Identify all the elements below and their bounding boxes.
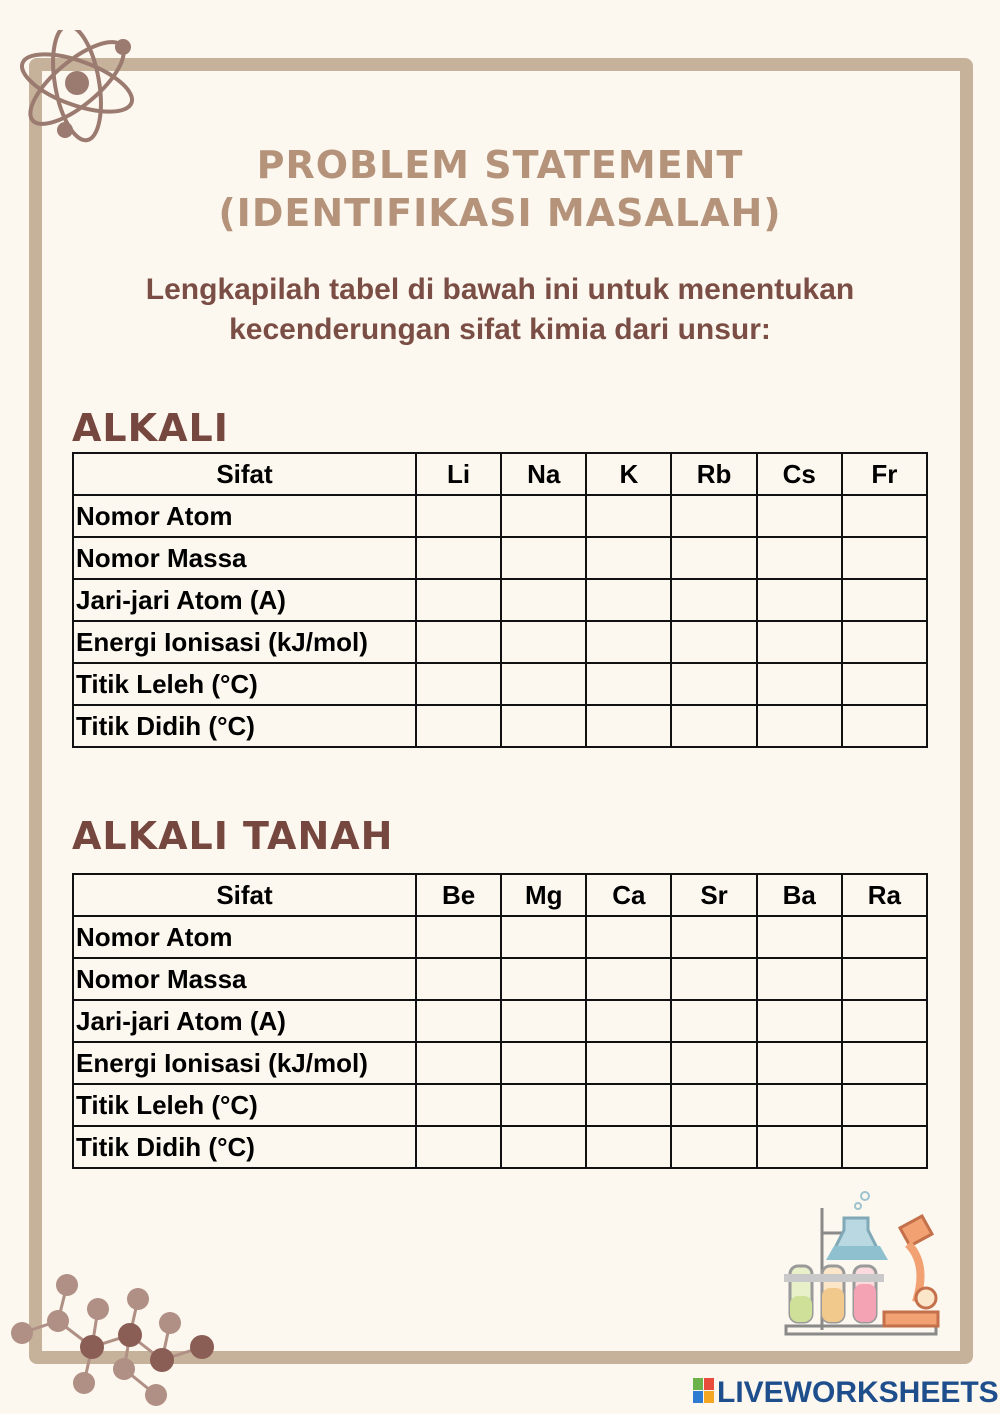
row-label: Titik Leleh (°C) [73,1084,416,1126]
answer-cell[interactable] [501,1084,586,1126]
answer-cell[interactable] [416,916,501,958]
answer-cell[interactable] [671,495,756,537]
answer-cell[interactable] [501,663,586,705]
table-row [73,495,927,537]
answer-cell[interactable] [501,621,586,663]
table-row [73,1000,927,1042]
table-row [73,1042,927,1084]
answer-cell[interactable] [842,663,927,705]
answer-cell[interactable] [757,663,842,705]
atom-icon [10,30,145,145]
header-cell: Mg [501,874,586,916]
answer-cell[interactable] [757,579,842,621]
answer-cell[interactable] [842,705,927,747]
answer-cell[interactable] [842,916,927,958]
header-cell: Fr [842,453,927,495]
header-cell: Rb [671,453,756,495]
answer-cell[interactable] [501,579,586,621]
answer-cell[interactable] [757,705,842,747]
table-row [73,579,927,621]
answer-cell[interactable] [842,1000,927,1042]
answer-cell[interactable] [671,1000,756,1042]
answer-cell[interactable] [416,537,501,579]
table-header-row [73,453,927,495]
answer-cell[interactable] [501,495,586,537]
answer-cell[interactable] [842,495,927,537]
answer-cell[interactable] [671,1126,756,1168]
molecule-icon [0,1265,230,1414]
header-cell: Sifat [73,874,416,916]
row-label: Jari-jari Atom (A) [73,1000,416,1042]
answer-cell[interactable] [501,1000,586,1042]
answer-cell[interactable] [842,958,927,1000]
answer-cell[interactable] [757,495,842,537]
header-cell: Cs [757,453,842,495]
answer-cell[interactable] [757,916,842,958]
answer-cell[interactable] [757,1084,842,1126]
answer-cell[interactable] [842,579,927,621]
answer-cell[interactable] [416,1000,501,1042]
table-row [73,537,927,579]
row-label: Nomor Massa [73,537,416,579]
answer-cell[interactable] [416,663,501,705]
answer-cell[interactable] [416,1042,501,1084]
answer-cell[interactable] [416,621,501,663]
instruction-line-2: kecenderungan sifat kimia dari unsur: [229,313,771,346]
table-header-row [73,874,927,916]
row-label: Energi Ionisasi (kJ/mol) [73,621,416,663]
answer-cell[interactable] [586,1084,671,1126]
row-label: Energi Ionisasi (kJ/mol) [73,1042,416,1084]
table-row [73,663,927,705]
answer-cell[interactable] [586,537,671,579]
answer-cell[interactable] [757,1126,842,1168]
title-line-1: PROBLEM STATEMENT [256,143,744,187]
answer-cell[interactable] [757,537,842,579]
answer-cell[interactable] [501,1042,586,1084]
table-row [73,916,927,958]
header-cell: Li [416,453,501,495]
answer-cell[interactable] [416,705,501,747]
answer-cell[interactable] [501,1126,586,1168]
row-label: Jari-jari Atom (A) [73,579,416,621]
answer-cell[interactable] [757,621,842,663]
table-row [73,958,927,1000]
header-cell: Ca [586,874,671,916]
answer-cell[interactable] [757,1000,842,1042]
answer-cell[interactable] [671,1084,756,1126]
answer-cell[interactable] [586,958,671,1000]
answer-cell[interactable] [416,1126,501,1168]
answer-cell[interactable] [586,1000,671,1042]
answer-cell[interactable] [842,621,927,663]
header-cell: Ba [757,874,842,916]
answer-cell[interactable] [757,1042,842,1084]
table-row [73,705,927,747]
answer-cell[interactable] [671,579,756,621]
answer-cell[interactable] [586,705,671,747]
instruction-line-1: Lengkapilah tabel di bawah ini untuk menentukan [145,273,855,306]
header-cell: Sifat [73,453,416,495]
row-label: Nomor Atom [73,916,416,958]
header-cell: Ra [842,874,927,916]
header-cell: Na [501,453,586,495]
answer-cell[interactable] [586,579,671,621]
row-label: Titik Leleh (°C) [73,663,416,705]
table-row [73,621,927,663]
alkali-table [72,452,928,748]
section-title-alkali-tanah: ALKALI TANAH [72,814,394,858]
instruction-text [0,270,1000,350]
row-label: Nomor Massa [73,958,416,1000]
answer-cell[interactable] [671,916,756,958]
answer-cell[interactable] [586,663,671,705]
row-label: Titik Didih (°C) [73,705,416,747]
answer-cell[interactable] [586,1126,671,1168]
answer-cell[interactable] [586,495,671,537]
answer-cell[interactable] [842,1084,927,1126]
header-cell: Sr [671,874,756,916]
row-label: Titik Didih (°C) [73,1126,416,1168]
answer-cell[interactable] [501,537,586,579]
answer-cell[interactable] [842,1126,927,1168]
answer-cell[interactable] [416,579,501,621]
answer-cell[interactable] [842,537,927,579]
answer-cell[interactable] [671,958,756,1000]
answer-cell[interactable] [671,537,756,579]
answer-cell[interactable] [501,958,586,1000]
row-label: Nomor Atom [73,495,416,537]
answer-cell[interactable] [671,705,756,747]
answer-cell[interactable] [586,621,671,663]
section-title-alkali: ALKALI [72,406,229,450]
table-row [73,1126,927,1168]
answer-cell[interactable] [501,705,586,747]
answer-cell[interactable] [671,663,756,705]
answer-cell[interactable] [501,916,586,958]
answer-cell[interactable] [416,1084,501,1126]
answer-cell[interactable] [671,621,756,663]
answer-cell[interactable] [416,958,501,1000]
answer-cell[interactable] [416,495,501,537]
title-line-2: (IDENTIFIKASI MASALAH) [218,191,782,235]
answer-cell[interactable] [671,1042,756,1084]
lab-equipment-icon [780,1188,945,1338]
brand-name[interactable]: LIVEWORKSHEETS [717,1376,999,1409]
answer-cell[interactable] [586,916,671,958]
answer-cell[interactable] [586,1042,671,1084]
answer-cell[interactable] [842,1042,927,1084]
header-cell: K [586,453,671,495]
alkali-tanah-table [72,873,928,1169]
header-cell: Be [416,874,501,916]
answer-cell[interactable] [757,958,842,1000]
table-row [73,1084,927,1126]
